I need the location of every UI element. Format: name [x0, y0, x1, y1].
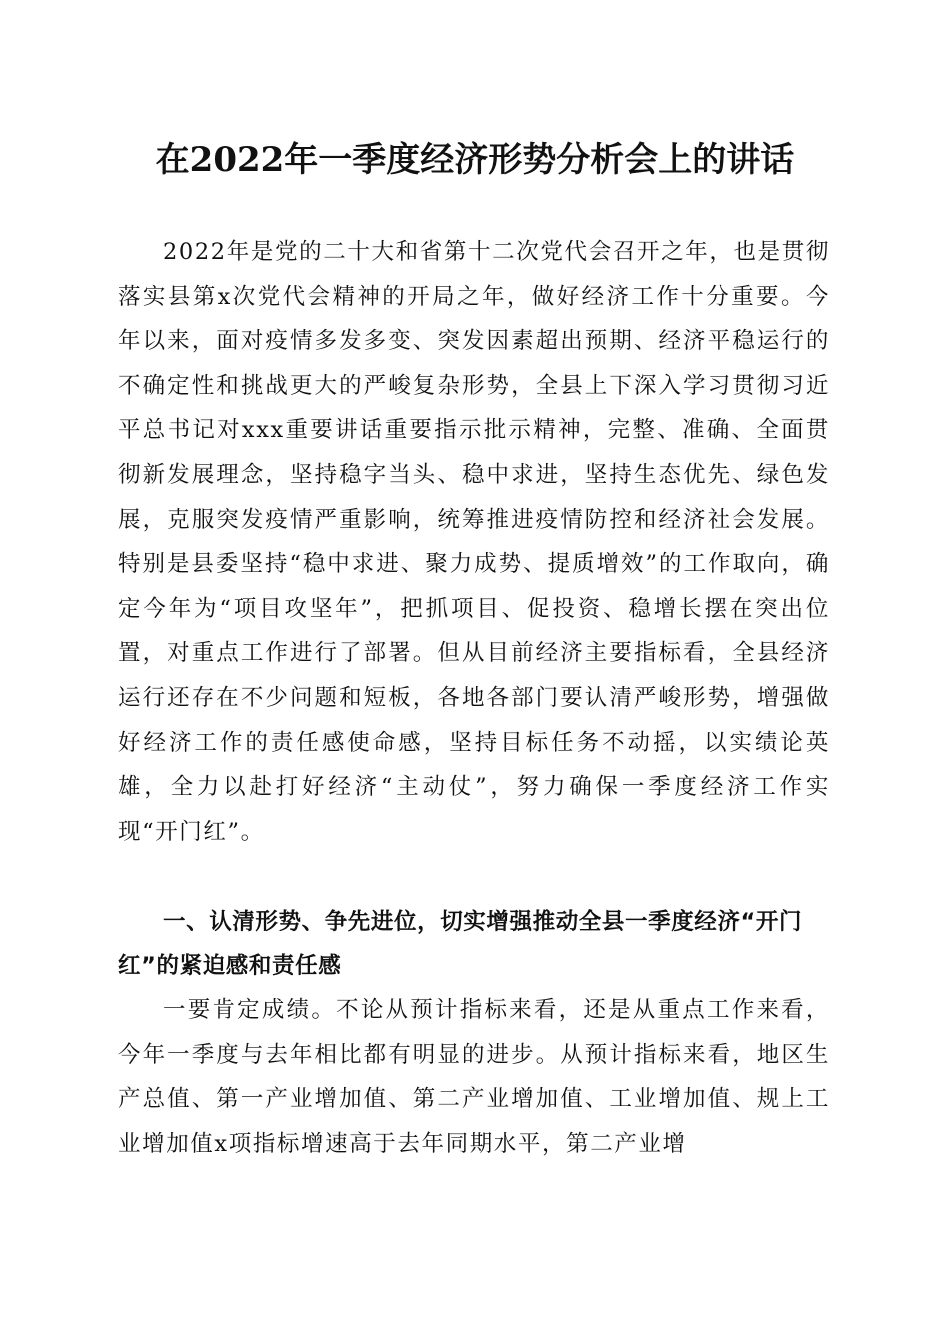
section-heading: 一、认清形势、争先进位，切实增强推动全县一季度经济“开门红”的紧迫感和责任感 — [118, 909, 803, 979]
intro-paragraph: 2022年是党的二十大和省第十二次党代会召开之年，也是贯彻落实县第x次党代会精神的开局之年，做好经济工作十分重要。今年以来，面对疫情多发多变、突发因素超出预期、经济平稳运行的不确定性和挑战更大的严峻复杂形势，全县上下深入学习贯彻习近平总书记对xxx重要讲话重要指示批示精神，完整、准确、全面贯彻新发展理念，坚持稳字当头、稳中求进，坚持生态优先、绿色发展，克服突发疫情严重影响，统筹推进疫情防控和经济社会发展。特别是县委坚持“稳中求进、聚力成势、提质增效”的工作取向，确定今年为“项目攻坚年”，把抓项目、促投资、稳增长摆在突出位置，对重点工作进行了部署。但从目前经济主要指标看，全县经济运行还存在不少问题和短板，各地各部门要认清严峻形势，增强做好经济工作的责任感使命感，坚持目标任务不动摇，以实绩论英雄，全力以赴打好经济“主动仗”，努力确保一季度经济工作实现“开门红”。 — [118, 239, 830, 845]
document-title: 在2022年一季度经济形势分析会上的讲话 — [155, 140, 795, 180]
body-paragraph: 一要肯定成绩。不论从预计指标来看，还是从重点工作来看，今年一季度与去年相比都有明显的进步。从预计指标来看，地区生产总值、第一产业增加值、第二产业增加值、工业增加值、规上工业增加值x项指标增速高于去年同期水平，第二产业增 — [118, 997, 830, 1157]
